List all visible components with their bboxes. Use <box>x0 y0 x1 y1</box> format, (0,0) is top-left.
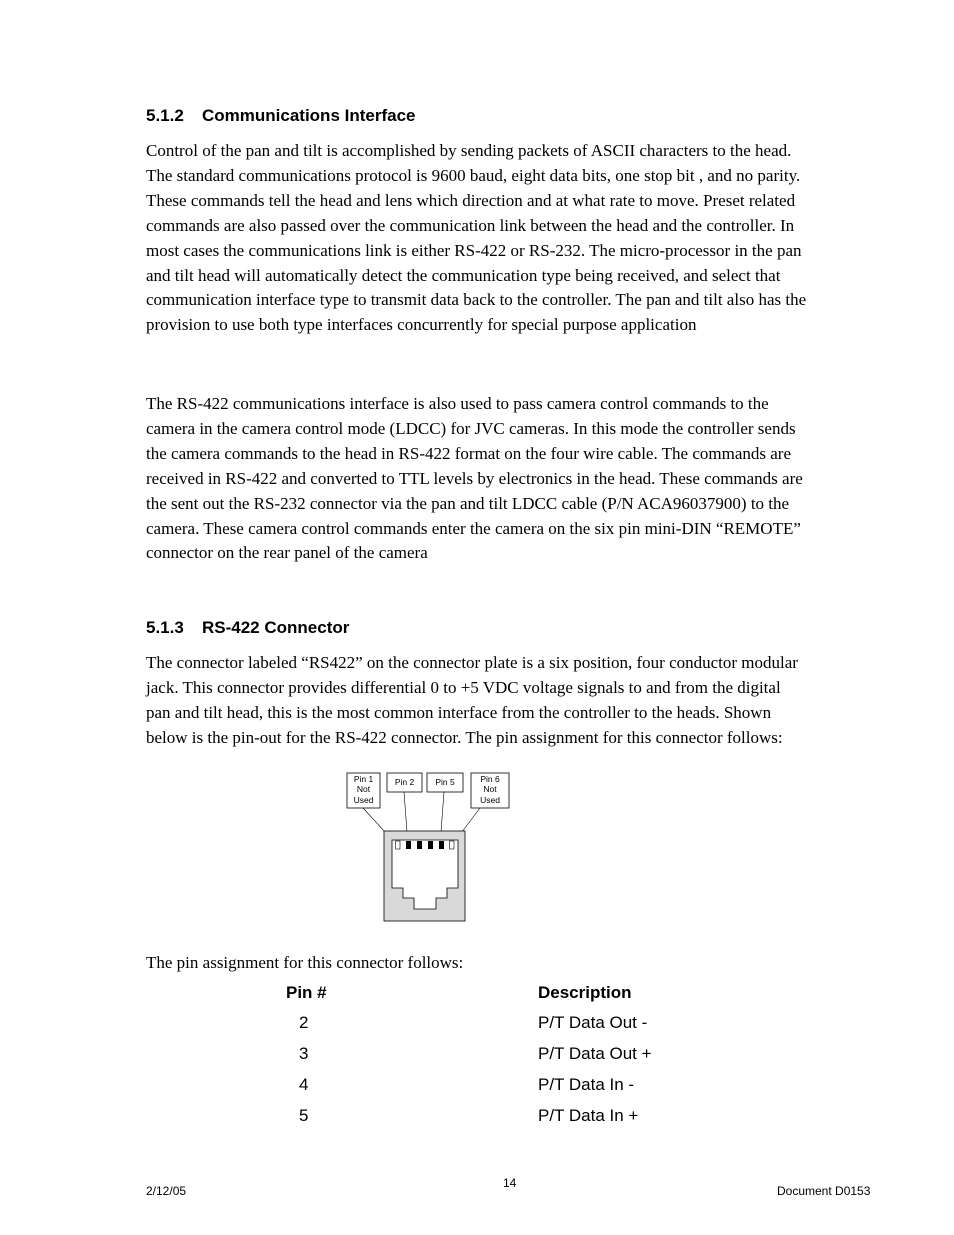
table-header-description: Description <box>538 983 632 1002</box>
pin5-label: Pin 5 <box>435 777 455 787</box>
text-line: connector on the rear panel of the camera <box>146 543 428 563</box>
text-line: Control of the pan and tilt is accomplished by sending packets of ASCII characters to the head. <box>146 141 792 160</box>
text-line: most cases the communications link is either RS-422 or RS-232. The micro-processor in the pan <box>146 240 802 260</box>
table-header-pin: Pin # <box>286 983 327 1002</box>
pin1-label-line: Pin 1 <box>353 774 374 784</box>
table-cell-description: P/T Data In - <box>538 1075 635 1094</box>
table-cell-pin: 3 <box>299 1044 309 1063</box>
table-cell-pin: 5 <box>299 1106 309 1125</box>
table-cell-description: P/T Data Out + <box>538 1044 652 1063</box>
text-line: The RS-422 communications interface is also used to pass camera control commands to the <box>146 394 769 413</box>
text-line: and tilt head will automatically detect the communication type being received, and select that <box>146 265 781 285</box>
pin1-label-line: Used <box>353 795 374 805</box>
table-cell-description: P/T Data In + <box>538 1106 639 1125</box>
table-cell-pin: 4 <box>299 1075 309 1094</box>
footer-date: 2/12/05 <box>146 1184 187 1198</box>
footer-document-id: Document D0153 <box>777 1184 871 1198</box>
rs422-connector-diagram <box>340 768 520 928</box>
text-line: camera in the camera control mode (LDCC) for JVC cameras. In this mode the controller sends <box>146 418 796 438</box>
text-line: below is the pin-out for the RS-422 connector. The pin assignment for this connector follows: <box>146 727 783 747</box>
section-number: 5.1.2 <box>146 106 184 125</box>
paragraph-comm-interface-1 <box>146 139 886 338</box>
pin6-label-line: Used <box>480 795 500 805</box>
text-line: received in RS-422 and converted to TTL levels by electronics in the head. These commands are <box>146 468 803 488</box>
text-line: communication interface type to transmit data back to the controller. The pan and tilt also has the <box>146 290 807 310</box>
text-line: camera. These camera control commands enter the camera on the six pin mini-DIN “REMOTE” <box>146 518 801 538</box>
text-line: jack. This connector provides differential 0 to +5 VDC voltage signals to and from the digital <box>146 677 781 697</box>
pin6-label-line: Pin 6 <box>480 774 500 784</box>
text-line: pan and tilt head, this is the most common interface from the controller to the heads. Shown <box>146 702 772 722</box>
text-line: the camera commands to the head in RS-422 format on the four wire cable. The commands are <box>146 443 791 463</box>
section-heading-5-1-2 <box>146 106 416 126</box>
text-line: commands are also passed over the communication link between the head and the controller. In <box>146 215 795 235</box>
pin1-label-line: Not <box>356 784 371 794</box>
footer-page-number: 14 <box>503 1176 517 1190</box>
section-title: RS-422 Connector <box>202 618 350 637</box>
paragraph-comm-interface-2 <box>146 392 886 566</box>
section-title: Communications Interface <box>202 106 416 125</box>
paragraph-rs422-connector <box>146 651 886 751</box>
table-cell-pin: 2 <box>299 1013 309 1032</box>
section-number: 5.1.3 <box>146 618 184 637</box>
pin6-label-line: Not <box>483 784 497 794</box>
section-heading-5-1-3 <box>146 618 349 638</box>
pin2-label: Pin 2 <box>394 777 415 787</box>
text-line: provision to use both type interfaces concurrently for special purpose application <box>146 315 697 335</box>
pin-assignment-lead-in <box>146 951 886 976</box>
text-line: These commands tell the head and lens which direction and at what rate to move. Preset related <box>146 190 796 210</box>
table-cell-description: P/T Data Out - <box>538 1013 648 1032</box>
text-line: the sent out the RS-232 connector via the pan and tilt LDCC cable (P/N ACA96037900) to the <box>146 493 790 513</box>
text-line: The connector labeled “RS422” on the connector plate is a six position, four conductor modular <box>146 653 798 672</box>
text-line: The pin assignment for this connector follows: <box>146 953 464 972</box>
text-line: The standard communications protocol is 9600 baud, eight data bits, one stop bit , and no parity. <box>146 165 801 185</box>
